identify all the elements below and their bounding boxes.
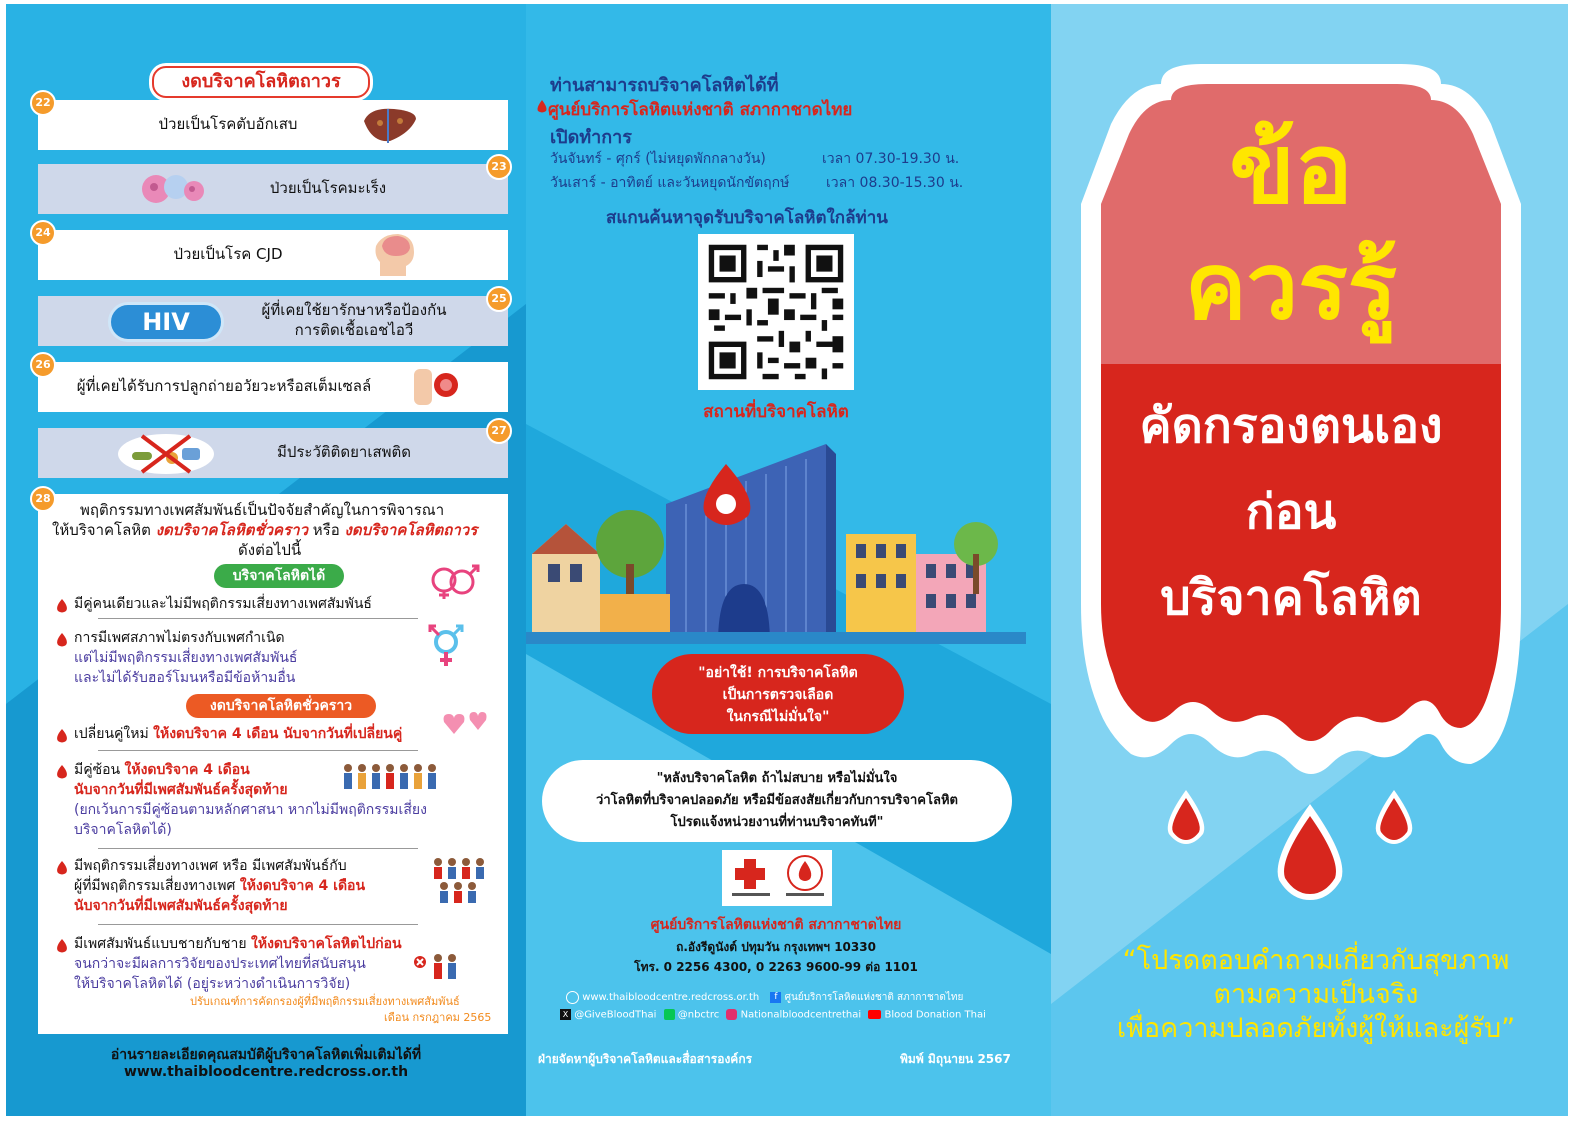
blood-drop-bullet-icon bbox=[54, 860, 70, 876]
temp-defer-2-text: มีคู่ซ้อน bbox=[74, 762, 125, 778]
temp-defer-3b bbox=[74, 876, 365, 896]
footer-website-link[interactable]: www.thaibloodcentre.redcross.or.th bbox=[123, 1064, 409, 1080]
sexual-behavior-box bbox=[38, 494, 508, 1034]
location-qr-code[interactable] bbox=[698, 234, 854, 390]
item-text: ป่วยเป็นโรค CJD bbox=[173, 245, 283, 263]
intro-line2 bbox=[52, 520, 477, 540]
item-number: 27 bbox=[486, 418, 512, 444]
temp-defer-2a bbox=[74, 760, 250, 780]
warning-line-2: เป็นการตรวจเลือด bbox=[722, 687, 834, 703]
center-name: ศูนย์บริการโลหิตแห่งชาติ สภากาชาดไทย bbox=[548, 100, 853, 120]
org-address: ถ.อังรีดูนังต์ ปทุมวัน กรุงเทพฯ 10330 bbox=[676, 940, 876, 954]
social-row-2 bbox=[560, 1009, 986, 1021]
item-number: 28 bbox=[30, 486, 56, 512]
divider bbox=[98, 750, 418, 751]
list-item bbox=[38, 428, 508, 478]
item-text: ผู้ที่เคยได้รับการปลูกถ่ายอวัยวะหรือสเต็มเซลล์ bbox=[76, 377, 372, 395]
temp-defer-2d: (ยกเว้นการมีคู่ซ้อนตามหลักศาสนา หากไม่มีพฤติกรรมเสี่ยง bbox=[74, 802, 427, 818]
temporary-defer-text: งดบริจาคโลหิตชั่วคราว bbox=[155, 521, 308, 539]
temp-defer-4c: จนกว่าจะมีผลการวิจัยของประเทศไทยที่สนับสนุน bbox=[74, 956, 366, 972]
instagram-link[interactable]: Nationalbloodcentrethai bbox=[740, 1009, 862, 1021]
transgender-symbol-icon bbox=[426, 620, 466, 670]
notice-line-2: ว่าโลหิตที่บริจาคปลอดภัย หรือมีข้อสงสัยเกี่ยวกับการบริจาคโลหิต bbox=[596, 793, 958, 808]
line-link[interactable]: @nbctrc bbox=[677, 1009, 720, 1021]
title-line-1: ข้อ bbox=[1229, 113, 1353, 225]
quote-line-3: เพื่อความปลอดภัยทั้งผู้ให้และผู้รับ” bbox=[1116, 1013, 1516, 1044]
gender-symbols-icon bbox=[422, 564, 492, 600]
item-number: 25 bbox=[486, 286, 512, 312]
opening-title: เปิดทำการ bbox=[550, 127, 632, 148]
organ-transplant-icon bbox=[410, 365, 466, 409]
can-donate-1: มีคู่คนเดียวและไม่มีพฤติกรรมเสี่ยงทางเพศสัมพันธ์ bbox=[74, 596, 372, 612]
warning-line-3: ในกรณีไม่มั่นใจ" bbox=[726, 709, 830, 725]
health-honesty-quote bbox=[1076, 944, 1556, 1046]
divider bbox=[98, 924, 418, 925]
scan-instruction: สแกนค้นหาจุดรับบริจาคโลหิตใกล้ท่าน bbox=[606, 208, 888, 228]
item-number: 24 bbox=[30, 220, 56, 246]
temp-defer-2-highlight: ให้งดบริจาค 4 เดือน bbox=[124, 762, 250, 778]
org-phone: โทร. 0 2256 4300, 0 2263 9600-99 ต่อ 1101 bbox=[634, 960, 918, 974]
blood-drop-bullet-icon bbox=[54, 728, 70, 744]
subtitle-line-1: คัดกรองตนเอง bbox=[1139, 398, 1443, 454]
male-couple-icon bbox=[412, 952, 462, 992]
blood-drop-left-icon bbox=[1161, 786, 1211, 846]
social-row-1 bbox=[566, 990, 963, 1005]
subtitle-line-2: ก่อน bbox=[1245, 484, 1337, 540]
blood-drop-bullet-icon bbox=[54, 938, 70, 954]
quote-line-1: “โปรดตอบคำถามเกี่ยวกับสุขภาพ bbox=[1122, 945, 1510, 976]
weekday-hours-time: เวลา 07.30-19.30 น. bbox=[822, 151, 960, 167]
permanent-defer-text: งดบริจาคโลหิตถาวร bbox=[344, 521, 478, 539]
weekend-hours-days: วันเสาร์ - อาทิตย์ และวันหยุดนักขัตฤกษ์ bbox=[550, 175, 790, 191]
divider bbox=[98, 848, 418, 849]
temporary-defer-pill: งดบริจาคโลหิตชั่วคราว bbox=[186, 694, 376, 718]
temp-defer-3-highlight: ให้งดบริจาค 4 เดือน bbox=[239, 878, 366, 894]
item-text: ป่วยเป็นโรคตับอักเสบ bbox=[158, 115, 298, 133]
criteria-note-1: ปรับเกณฑ์การคัดกรองผู้ที่มีพฤติกรรมเสี่ยงทางเพศสัมพันธ์ bbox=[190, 995, 460, 1008]
list-item bbox=[38, 230, 508, 280]
cancer-cell-icon bbox=[136, 167, 216, 211]
youtube-link[interactable]: Blood Donation Thai bbox=[884, 1009, 986, 1021]
temp-defer-1-text: เปลี่ยนคู่ใหม่ bbox=[74, 726, 154, 742]
item-text: ป่วยเป็นโรคมะเร็ง bbox=[269, 179, 387, 197]
quote-line-2: ตามความเป็นจริง bbox=[1213, 979, 1419, 1010]
weekend-hours-time: เวลา 08.30-15.30 น. bbox=[826, 175, 964, 191]
item-number: 23 bbox=[486, 154, 512, 180]
instagram-icon bbox=[726, 1009, 737, 1020]
can-donate-2c: และไม่ได้รับฮอร์โมนหรือมีข้อห้ามอื่น bbox=[74, 670, 296, 686]
hiv-badge: HIV bbox=[108, 302, 224, 342]
intro-text: ให้บริจาคโลหิต bbox=[52, 521, 156, 539]
footer-print-date: พิมพ์ มิถุนายน 2567 bbox=[900, 1052, 1011, 1066]
risk-group-icon bbox=[428, 856, 488, 906]
temp-defer-2e: บริจาคโลหิตได้) bbox=[74, 822, 172, 838]
line-icon bbox=[664, 1009, 675, 1020]
item-text: มีประวัติติดยาเสพติด bbox=[276, 443, 412, 461]
temp-defer-4-highlight: ให้งดบริจาคโลหิตไปก่อน bbox=[251, 936, 402, 952]
divider bbox=[98, 618, 418, 619]
item-number: 22 bbox=[30, 90, 56, 116]
youtube-icon bbox=[868, 1010, 881, 1019]
liver-icon bbox=[360, 103, 420, 147]
temp-defer-3-text: ผู้ที่มีพฤติกรรมเสี่ยงทางเพศ bbox=[74, 878, 240, 894]
criteria-note-2: เดือน กรกฎาคม 2565 bbox=[384, 1011, 492, 1024]
subtitle-line-3: บริจาคโลหิต bbox=[1160, 570, 1422, 626]
item-text-line2: การติดเชื้อเอชไอวี bbox=[294, 321, 414, 339]
footer-more-info: อ่านรายละเอียดคุณสมบัติผู้บริจาคโลหิตเพิ่มเติมได้ที่ bbox=[110, 1047, 422, 1063]
temp-defer-1-highlight: ให้งดบริจาค 4 เดือน นับจากวันที่เปลี่ยนคู่ bbox=[153, 726, 403, 742]
footer-department: ฝ่ายจัดหาผู้บริจาคโลหิตและสื่อสารองค์กร bbox=[538, 1052, 753, 1066]
can-donate-2a: การมีเพศสภาพไม่ตรงกับเพศกำเนิด bbox=[74, 630, 285, 646]
can-donate-pill: บริจาคโลหิตได้ bbox=[214, 564, 344, 588]
temp-defer-4a bbox=[74, 934, 402, 954]
temp-defer-1 bbox=[74, 724, 402, 744]
hearts-icon bbox=[442, 708, 492, 738]
blood-drop-right-icon bbox=[1369, 786, 1419, 846]
website-link[interactable]: www.thaibloodcentre.redcross.or.th bbox=[582, 992, 760, 1003]
notice-line-3: โปรดแจ้งหน่วยงานที่ท่านบริจาคทันที" bbox=[670, 815, 884, 830]
org-name: ศูนย์บริการโลหิตแห่งชาติ สภากาชาดไทย bbox=[650, 917, 902, 933]
weekday-hours-days: วันจันทร์ - ศุกร์ (ไม่หยุดพักกลางวัน) bbox=[550, 151, 766, 167]
globe-icon bbox=[566, 991, 579, 1004]
facebook-icon: f bbox=[770, 992, 781, 1003]
multiple-partners-icon bbox=[340, 762, 440, 794]
item-text: ผู้ที่เคยใช้ยารักษาหรือป้องกัน bbox=[261, 301, 447, 319]
blood-center-building-illustration bbox=[526, 444, 1026, 644]
can-donate-2b: แต่ไม่มีพฤติกรรมเสี่ยงทางเพศสัมพันธ์ bbox=[74, 650, 298, 666]
blood-drop-bullet-icon bbox=[54, 598, 70, 614]
title-line-2: ควรรู้ bbox=[1184, 233, 1398, 340]
where-title: ท่านสามารถบริจาคโลหิตได้ที่ bbox=[550, 75, 779, 96]
warning-bubble bbox=[652, 654, 904, 734]
list-item bbox=[38, 362, 508, 412]
red-cross-logo-icon bbox=[726, 853, 776, 903]
facebook-link[interactable]: ศูนย์บริการโลหิตแห่งชาติ สภากาชาดไทย bbox=[784, 992, 964, 1003]
list-item bbox=[38, 296, 508, 346]
list-item bbox=[38, 164, 508, 214]
after-donation-bubble bbox=[542, 760, 1012, 842]
or-text: หรือ bbox=[308, 521, 345, 539]
temp-defer-3a: มีพฤติกรรมเสี่ยงทางเพศ หรือ มีเพศสัมพันธ์กับ bbox=[74, 858, 347, 874]
temp-defer-4-text: มีเพศสัมพันธ์แบบชายกับชาย bbox=[74, 936, 251, 952]
intro-line1: พฤติกรรมทางเพศสัมพันธ์เป็นปัจจัยสำคัญในการพิจารณา bbox=[80, 501, 445, 519]
blood-drop-center-icon bbox=[1267, 800, 1353, 904]
qr-caption: สถานที่บริจาคโลหิต bbox=[703, 402, 849, 422]
permanent-defer-title: งดบริจาคโลหิตถาวร bbox=[152, 66, 370, 98]
qr-code-icon bbox=[698, 234, 854, 390]
brain-head-icon bbox=[370, 232, 420, 278]
blood-drop-bullet-icon bbox=[54, 764, 70, 780]
temp-defer-3d: นับจากวันที่มีเพศสัมพันธ์ครั้งสุดท้าย bbox=[74, 898, 288, 914]
org-logos bbox=[722, 850, 832, 906]
x-link[interactable]: @GiveBloodThai bbox=[574, 1009, 657, 1021]
blood-drop-bullet-icon bbox=[54, 632, 70, 648]
list-item bbox=[38, 100, 508, 150]
brochure-page bbox=[6, 4, 1568, 1116]
warning-line-1: "อย่าใช้! การบริจาคโลหิต bbox=[698, 665, 858, 681]
blood-drop-icon bbox=[536, 100, 548, 114]
temp-defer-4d: ให้บริจาคโลหิตได้ (อยู่ระหว่างดำเนินการวิจัย) bbox=[74, 976, 351, 992]
item-number: 26 bbox=[30, 352, 56, 378]
intro-line3: ดังต่อไปนี้ bbox=[238, 541, 302, 559]
no-drugs-icon bbox=[116, 430, 216, 476]
blood-centre-logo-icon bbox=[780, 853, 830, 903]
x-icon: X bbox=[560, 1009, 571, 1020]
left-panel bbox=[6, 4, 526, 1116]
temp-defer-2c: นับจากวันที่มีเพศสัมพันธ์ครั้งสุดท้าย bbox=[74, 782, 288, 798]
notice-line-1: "หลังบริจาคโลหิต ถ้าไม่สบาย หรือไม่มั่นใจ bbox=[656, 771, 898, 786]
